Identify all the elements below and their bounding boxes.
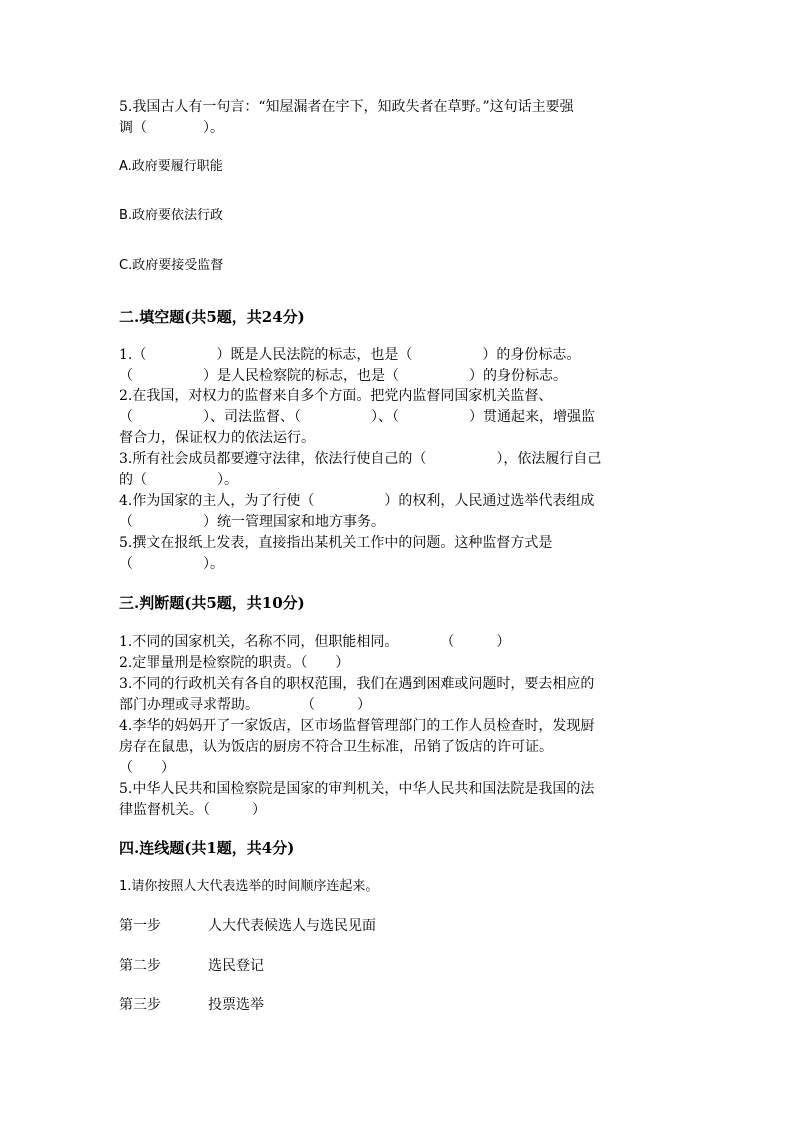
matching-step-label: 第一步 — [119, 918, 161, 934]
judgement-line: 5.中华人民共和国检察院是国家的审判机关，中华人民共和国法院是我国的法 — [119, 781, 595, 797]
fill-blank-line: （ ）、司法监督、（ ）、（ ）贯通起来，增强监 — [119, 409, 595, 425]
matching-item-label: 投票选举 — [208, 997, 264, 1013]
matching-step-label: 第三步 — [119, 997, 161, 1013]
fill-blank-line: 3.所有社会成员都要遵守法律，依法行使自己的（ ），依法履行自己 — [119, 451, 602, 467]
q5-option-a: A.政府要履行职能 — [119, 159, 223, 174]
fill-blank-line: 4.作为国家的主人，为了行使（ ）的权利，人民通过选举代表组成 — [119, 493, 595, 509]
fill-blank-line: （ ）。 — [119, 556, 224, 572]
section-heading-fill-blank: 二.填空题(共5题，共24分) — [119, 308, 305, 326]
fill-blank-line: 的（ ）。 — [119, 472, 238, 488]
fill-blank-line: 2.在我国，对权力的监督来自多个方面。把党内监督同国家机关监督、 — [119, 388, 553, 404]
fill-blank-line: （ ）统一管理国家和地方事务。 — [119, 514, 385, 530]
matching-item-label: 人大代表候选人与选民见面 — [208, 918, 376, 934]
q5-stem-line-1: 5.我国古人有一句言：“知屋漏者在宇下，知政失者在草野。”这句话主要强 — [119, 99, 574, 115]
fill-blank-line: 督合力，保证权力的依法运行。 — [119, 430, 315, 446]
q5-stem-line-2: 调（ ）。 — [119, 120, 224, 136]
matching-question: 1.请你按照人大代表选举的时间顺序连起来。 — [119, 879, 379, 894]
judgement-line: 4.李华的妈妈开了一家饭店，区市场监督管理部门的工作人员检查时，发现厨 — [119, 718, 595, 734]
judgement-line: 部门办理或寻求帮助。 （ ） — [119, 697, 371, 713]
judgement-line: 1.不同的国家机关，名称不同，但职能相同。 （ ） — [119, 634, 511, 650]
section-heading-matching: 四.连线题(共1题，共4分) — [119, 839, 295, 857]
matching-item-label: 选民登记 — [208, 958, 264, 974]
judgement-line: 2.定罪量刑是检察院的职责。（ ） — [119, 655, 350, 671]
fill-blank-line: 5.撰文在报纸上发表，直接指出某机关工作中的问题。这种监督方式是 — [119, 535, 553, 551]
fill-blank-line: 1.（ ）既是人民法院的标志，也是（ ）的身份标志。 — [119, 347, 581, 363]
judgement-line: 3.不同的行政机关有各自的职权范围，我们在遇到困难或问题时，要去相应的 — [119, 676, 595, 692]
q5-option-b: B.政府要依法行政 — [119, 208, 224, 223]
judgement-line: （ ） — [119, 760, 175, 776]
fill-blank-line: （ ）是人民检察院的标志，也是（ ）的身份标志。 — [119, 368, 567, 384]
q5-option-c: C.政府要接受监督 — [119, 258, 224, 273]
section-heading-judgement: 三.判断题(共5题，共10分) — [119, 594, 305, 612]
matching-step-label: 第二步 — [119, 958, 161, 974]
judgement-line: 律监督机关。（ ） — [119, 802, 266, 818]
judgement-line: 房存在鼠患，认为饭店的厨房不符合卫生标准，吊销了饭店的许可证。 — [119, 739, 553, 755]
